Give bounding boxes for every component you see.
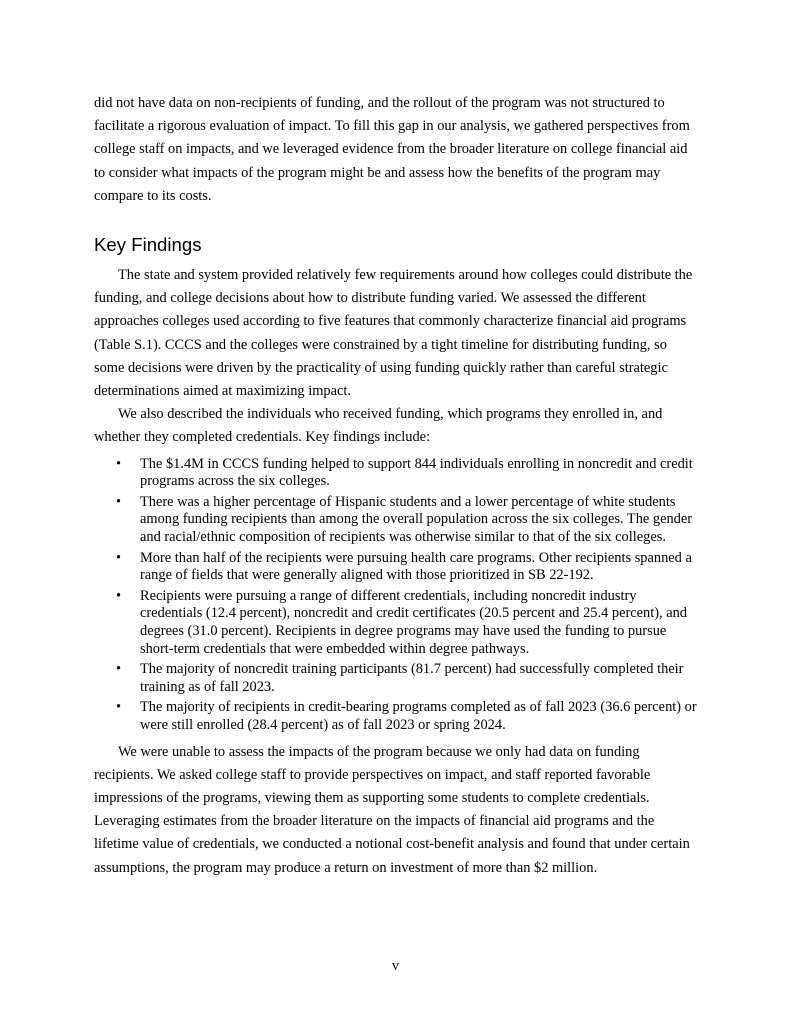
section-heading: Key Findings: [94, 234, 202, 256]
key-findings-list: [94, 456, 700, 735]
page-number: v: [391, 958, 400, 974]
bullet-icon: •: [116, 493, 122, 510]
list-item: [94, 661, 700, 696]
list-item: [94, 456, 700, 491]
list-item: [94, 494, 700, 547]
list-item-text: The majority of recipients in credit-bearing programs completed as of fall 2023 (36.6 percent) or were still enrolled (28.4 percent) as of fall 2023 or spring 2024.: [140, 699, 697, 733]
bullet-icon: •: [116, 549, 122, 566]
findings-paragraph-3: We were unable to assess the impacts of the program because we only had data on funding recipients. We asked college staff to provide perspectives on impact, and staff reported favorable impressions of the programs, viewing them as supporting some students to complete credentials. Leveraging estimates from the broader literature on the impacts of financial aid programs and the lifetime value of credentials, we conducted a notional cost-benefit analysis and found that under certain assumptions, the program may produce a return on investment of more than $2 million.: [94, 743, 690, 876]
page-body: [94, 92, 700, 880]
list-item: [94, 699, 700, 734]
list-item: [94, 550, 700, 585]
list-item-text: More than half of the recipients were pursuing health care programs. Other recipients spanned a range of fields that were generally aligned with those prioritized in SB 22-192.: [140, 549, 692, 584]
bullet-icon: •: [116, 587, 122, 604]
bullet-icon: •: [116, 455, 122, 472]
list-item-text: The $1.4M in CCCS funding helped to support 844 individuals enrolling in noncredit and credit programs across the six colleges.: [140, 455, 693, 490]
bullet-icon: •: [116, 661, 122, 678]
list-item-text: Recipients were pursuing a range of different credentials, including noncredit industry credentials (12.4 percent), noncredit and credit certificates (20.5 percent and 25.4 percent), and degrees (31.0 percent). Recipients in degree programs may have used the funding to pursue short-term credentials that were embedded within degree pathways.: [140, 587, 687, 657]
intro-paragraph: did not have data on non-recipients of funding, and the rollout of the program was not structured to facilitate a rigorous evaluation of impact. To fill this gap in our analysis, we gathered perspectives from college staff on impacts, and we leveraged evidence from the broader literature on college financial aid to consider what impacts of the program might be and assess how the benefits of the program may compare to its costs.: [94, 95, 690, 204]
bullet-icon: •: [116, 699, 122, 716]
list-item-text: There was a higher percentage of Hispanic students and a lower percentage of white students among funding recipients than among the overall population across the six colleges. The gender and racial/ethnic composition of recipients was otherwise similar to that of the six colleges.: [140, 493, 693, 546]
findings-paragraph-1: The state and system provided relatively few requirements around how colleges could distribute the funding, and college decisions about how to distribute funding varied. We assessed the different approaches colleges used according to five features that commonly characterize financial aid programs (Table S.1). CCCS and the colleges were constrained by a tight timeline for distributing funding, so some decisions were driven by the practicality of using funding quickly rather than careful strategic determinations aimed at maximizing impact.: [94, 267, 693, 400]
findings-paragraph-2: We also described the individuals who received funding, which programs they enrolled in, and whether they completed credentials. Key findings include:: [94, 406, 663, 446]
list-item: [94, 588, 700, 658]
list-item-text: The majority of noncredit training participants (81.7 percent) had successfully completed their training as of fall 2023.: [140, 661, 684, 695]
